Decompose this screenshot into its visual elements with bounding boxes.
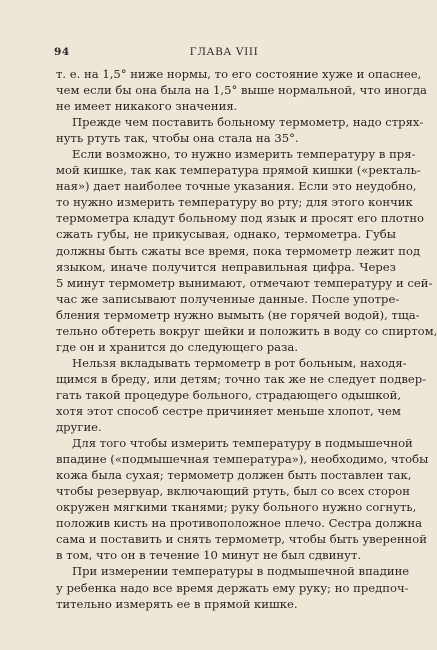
text-line: чтобы резервуар, включающий ртуть, был со всех сторон (56, 484, 411, 499)
text-line: т. е. на 1,5° ниже нормы, то его состояние хуже и опаснее, (56, 67, 422, 81)
text-line: чем если бы она была на 1,5° выше нормальной, что иногда (56, 83, 427, 98)
text-line: сжать губы, не прикусывая, однако, термометра. Губы (56, 227, 396, 242)
text-line: тельно обтереть вокруг шейки и положить в воду со спиртом, (56, 323, 437, 338)
text-line: ная») дает наиболее точные указания. Если это неудобно, (56, 179, 417, 194)
body-text (56, 66, 437, 612)
text-line: нуть ртуть так, чтобы она стала на 35°. (56, 131, 299, 146)
text-line: Если возможно, то нужно измерить температуру в пря- (72, 147, 416, 162)
text-line: тительно измерять ее в прямой кишке. (56, 596, 298, 611)
text-line: языком, иначе получится неправильная цифра. Через (56, 259, 396, 274)
text-line: другие. (56, 420, 102, 435)
text-line: При измерении температуры в подмышечной впадине (72, 564, 410, 579)
text-line: час же записывают полученные данные. После употре- (56, 291, 400, 306)
text-line: мой кишке, так как температура прямой кишки («ректаль- (56, 163, 421, 178)
text-line: термометра кладут больному под язык и просят его плотно (56, 211, 425, 226)
text-line: Прежде чем поставить больному термометр, надо стрях- (72, 115, 424, 130)
text-line: должны быть сжаты все время, пока термометр лежит под (56, 243, 421, 258)
text-line: Для того чтобы измерить температуру в подмышечной (72, 436, 413, 451)
text-line: бления термометр нужно вымыть (не горячей водой), тща- (56, 307, 420, 322)
running-head: ГЛАВА VIII (189, 46, 259, 58)
text-line: то нужно измерить температуру во рту; для этого кончик (56, 195, 413, 210)
text-line: кожа была сухая; термометр должен быть поставлен так, (56, 468, 412, 483)
text-line: гать такой процедуре больного, страдающего одышкой, (56, 387, 402, 402)
text-line: у ребенка надо все время держать ему руку; но предпоч- (56, 580, 409, 595)
text-line: где он и хранится до следующего раза. (56, 339, 299, 354)
text-line: Нельзя вкладывать термометр в рот больным, находя- (72, 355, 407, 370)
page-number: 94 (54, 46, 70, 58)
text-line: не имеет никакого значения. (56, 99, 238, 114)
text-line: впадине («подмышечная температура»), необходимо, чтобы (56, 452, 429, 467)
text-line: в том, что он в течение 10 минут не был сдвинут. (56, 548, 362, 563)
text-line: 5 минут термометр вынимают, отмечают температуру и сей- (56, 275, 433, 290)
text-line: сама и поставить и снять термометр, чтобы быть уверенной (56, 532, 427, 547)
text-line: хотя этот способ сестре причиняет меньше хлопот, чем (56, 403, 401, 418)
text-line: окружен мягкими тканями; руку больного нужно согнуть, (56, 500, 417, 515)
page-header (54, 46, 394, 60)
text-line: щимся в бреду, или детям; точно так же не следует подвер- (56, 371, 427, 386)
text-line: положив кисть на противоположное плечо. Сестра должна (56, 516, 423, 531)
